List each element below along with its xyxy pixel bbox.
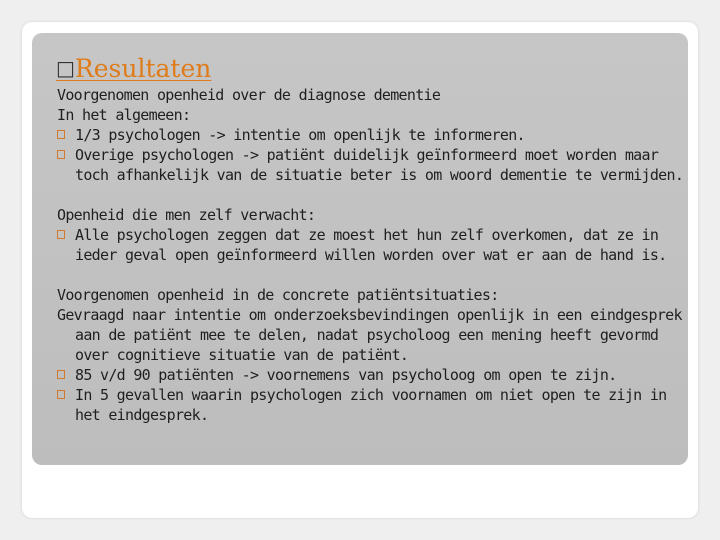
bullet-icon	[57, 230, 65, 239]
list-item-text: 1/3 psychologen -> intentie om openlijk te informeren.	[75, 126, 525, 144]
heading-openheid-zelf: Openheid die men zelf verwacht:	[57, 206, 316, 224]
heading-concrete-situaties: Voorgenomen openheid in de concrete patiëntsituaties:	[57, 286, 499, 304]
list-item	[57, 125, 687, 145]
bullet-icon	[57, 370, 65, 379]
slide-title	[56, 52, 211, 85]
slide-title-text: Resultaten	[74, 54, 212, 83]
subheading-algemeen: In het algemeen:	[57, 106, 191, 124]
list-item	[57, 385, 687, 425]
bullet-icon	[57, 390, 65, 399]
list-item	[57, 225, 687, 265]
list-item-text: Alle psychologen zeggen dat ze moest het hun zelf overkomen, dat ze in ieder geval open geïnformeerd willen worden over wat er aan de hand is.	[75, 226, 667, 264]
bullet-icon	[57, 150, 65, 159]
bullet-icon	[57, 130, 65, 139]
heading-diagnose: Voorgenomen openheid over de diagnose dementie	[57, 86, 441, 104]
list-item-text: 85 v/d 90 patiënten -> voornemens van psycholoog om open te zijn.	[75, 366, 617, 384]
list-item-text: Overige psychologen -> patiënt duidelijk geïnformeerd moet worden maar toch afhankelijk van de situatie beter is om woord dementie te vermijden.	[75, 146, 684, 184]
list-item	[57, 365, 687, 385]
slide-body	[57, 85, 687, 425]
paragraph-gevraagd: Gevraagd naar intentie om onderzoeksbevindingen openlijk in een eindgesprek aan de patiënt mee te delen, nadat psycholoog een mening heeft gevormd over cognitieve situatie van de patiënt.	[57, 306, 682, 364]
list-item-text: In 5 gevallen waarin psychologen zich voornamen om niet open te zijn in het eindgesprek.	[75, 386, 667, 424]
title-box-glyph: □	[56, 56, 75, 80]
list-item	[57, 145, 687, 185]
